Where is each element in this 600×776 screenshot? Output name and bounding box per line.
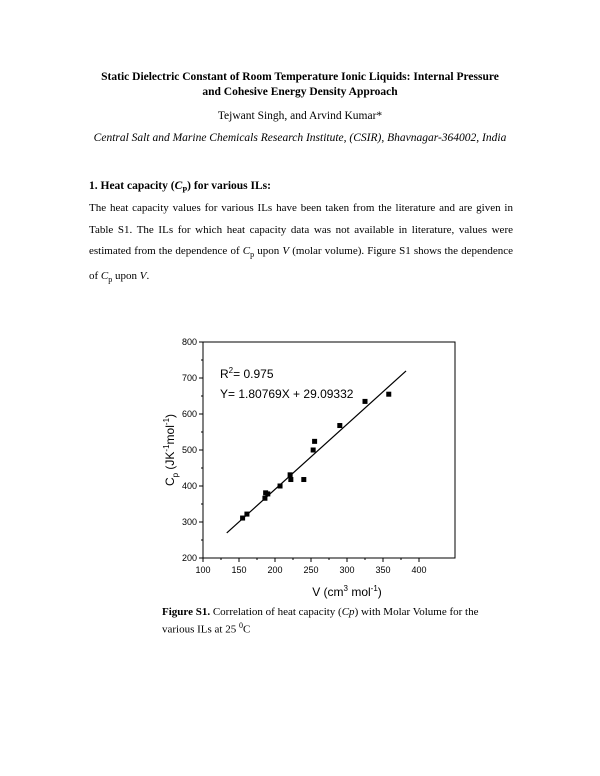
heading-text-pre: Heat capacity ( — [100, 180, 175, 192]
data-point — [288, 477, 293, 482]
heat-capacity-chart — [150, 330, 470, 600]
y-tick-label: 800 — [181, 337, 197, 347]
data-point — [262, 496, 267, 501]
para-cp-sub-2: p — [108, 274, 113, 284]
para-cp-2: C — [100, 269, 109, 282]
para-part-1: The heat capacity values for various ILs have been taken from the literature and are given in Table S1. The ILs for which heat capacity data was not available in literature, values were estimated from the dependence of — [89, 202, 513, 257]
heading-text-post: ) for various ILs: — [187, 180, 271, 192]
para-part-4: upon — [115, 269, 138, 282]
caption-cp: Cp — [341, 606, 355, 618]
caption-degree: 0 — [238, 621, 243, 630]
caption-part-b: ) with Molar Volume for the various ILs at 25 — [162, 606, 479, 636]
fit-equation: Y= 1.80769X + 29.09332 — [220, 387, 354, 401]
x-tick-label: 150 — [231, 565, 247, 575]
x-tick-label: 100 — [195, 565, 211, 575]
figure-label: Figure S1. — [162, 606, 211, 618]
x-tick-label: 300 — [339, 565, 355, 575]
para-v-2: V — [139, 269, 147, 282]
para-v: V — [282, 245, 290, 257]
authors: Tejwant Singh, and Arvind Kumar* — [217, 110, 383, 122]
section-heading — [89, 180, 271, 194]
y-tick-label: 600 — [181, 409, 197, 419]
data-point — [301, 477, 306, 482]
para-part-5: . — [146, 269, 150, 282]
figure-caption — [162, 605, 492, 637]
y-tick-label: 400 — [181, 481, 197, 491]
caption-part-a: Correlation of heat capacity ( — [212, 606, 342, 618]
data-point — [278, 484, 283, 489]
heading-sub: P — [182, 185, 188, 195]
heading-var: C — [174, 180, 183, 192]
data-point — [311, 448, 316, 453]
x-axis-label: V ($cm^3$ mol$^{-1}$) — [312, 584, 382, 599]
data-point — [386, 392, 391, 397]
y-tick-label: 700 — [181, 373, 197, 383]
data-point — [244, 512, 249, 517]
data-point — [288, 472, 293, 477]
data-point — [337, 423, 342, 428]
title-line-1: Static Dielectric Constant of Room Temperature Ionic Liquids: Internal Pressure — [101, 71, 499, 83]
para-cp-sub: p — [250, 250, 255, 260]
y-tick-label: 500 — [181, 445, 197, 455]
body-paragraph — [89, 198, 513, 290]
x-tick-label: 250 — [303, 565, 319, 575]
paper-title — [60, 70, 540, 100]
section-number: 1. — [89, 180, 98, 192]
affiliation: Central Salt and Marine Chemicals Research Institute, (CSIR), Bhavnagar-364002, India — [93, 132, 507, 144]
data-point — [240, 516, 245, 521]
r2-label: $R^2= 0.975$ — [220, 366, 274, 381]
x-tick-label: 200 — [267, 565, 283, 575]
title-line-2: and Cohesive Energy Density Approach — [202, 86, 398, 98]
caption-part-c: C — [242, 623, 251, 636]
y-axis-label: $C_p$ $(JK^{-1}mol^{-1})$ — [162, 413, 180, 487]
data-point — [265, 491, 270, 496]
data-point — [363, 399, 368, 404]
para-part-3: (molar volume). Figure S1 shows the dependence of — [89, 245, 514, 282]
y-tick-label: 200 — [181, 553, 197, 563]
y-tick-label: 300 — [181, 517, 197, 527]
x-tick-label: 400 — [411, 565, 427, 575]
para-part-2: upon — [257, 245, 280, 257]
data-point — [312, 439, 317, 444]
x-tick-label: 350 — [375, 565, 391, 575]
para-cp: C — [242, 245, 251, 257]
